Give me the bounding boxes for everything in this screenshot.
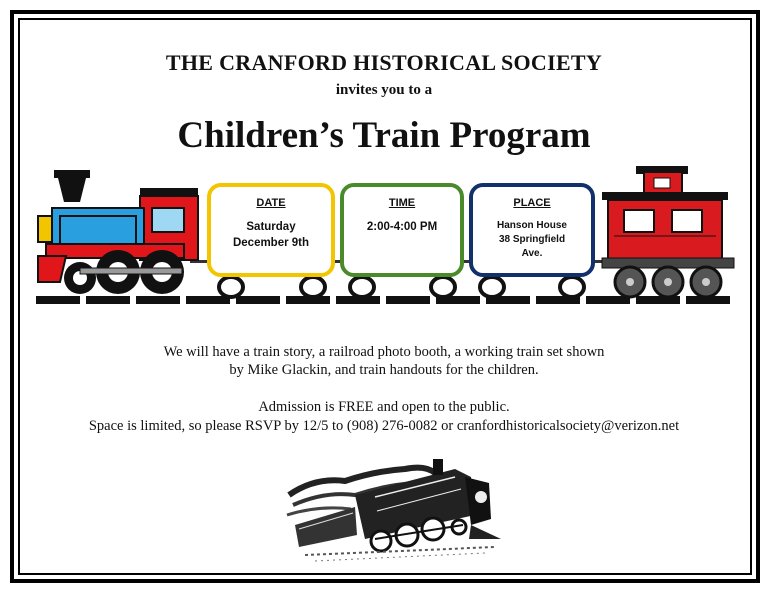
- place-car: [469, 183, 595, 277]
- caboose-icon: [602, 166, 734, 297]
- activities-line-1: We will have a train story, a railroad photo booth, a working train set shown: [163, 344, 605, 360]
- time-car: [340, 183, 464, 277]
- society-name: THE CRANFORD HISTORICAL SOCIETY: [165, 50, 603, 75]
- date-line-2: December 9th: [232, 237, 310, 249]
- steam-locomotive-illustration: [285, 455, 505, 565]
- place-line-2: 38 Springfield: [498, 234, 566, 245]
- time-value: 2:00-4:00 PM: [366, 221, 438, 233]
- date-heading: DATE: [256, 197, 286, 209]
- invite-line: invites you to a: [335, 82, 433, 98]
- date-line-1: Saturday: [246, 221, 296, 233]
- program-title: Children’s Train Program: [177, 115, 591, 156]
- locomotive-icon: [38, 170, 198, 294]
- place-line-1: Hanson House: [496, 220, 567, 231]
- date-car: [207, 183, 335, 277]
- place-heading: PLACE: [513, 197, 551, 209]
- car-wheels: [219, 277, 584, 297]
- admission-text: Admission is FREE and open to the public.: [258, 399, 510, 415]
- place-line-3: Ave.: [521, 248, 543, 259]
- time-heading: TIME: [388, 197, 416, 209]
- rsvp-text: Space is limited, so please RSVP by 12/5 to (908) 276-0082 or cranfordhistoricalsociety@verizon.net: [88, 418, 680, 434]
- activities-line-2: by Mike Glackin, and train handouts for the children.: [229, 362, 539, 378]
